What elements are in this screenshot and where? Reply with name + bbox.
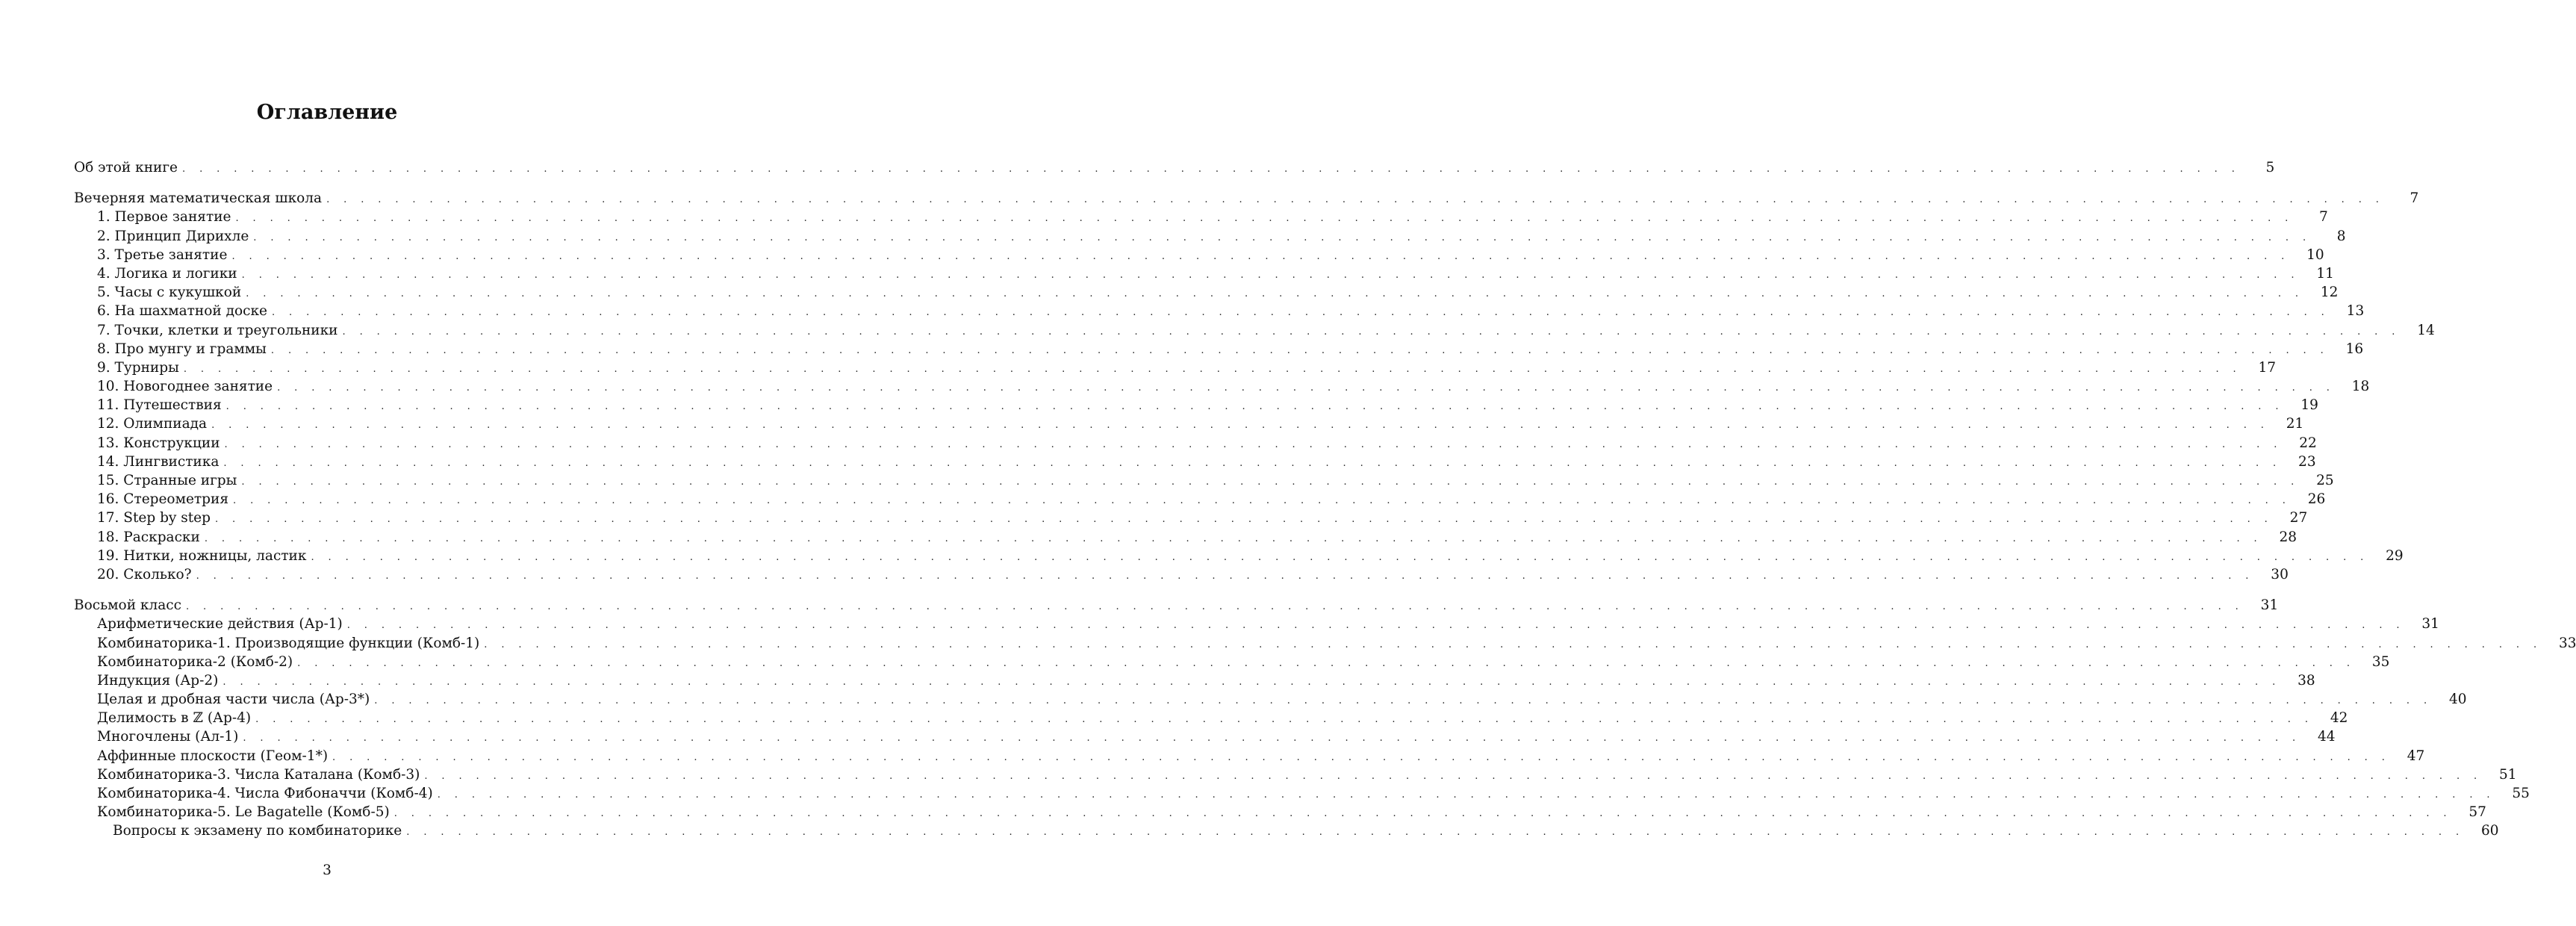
toc-entry[interactable] [74,227,2346,246]
toc-entry-page: 38 [2297,672,2315,689]
toc-entry-title: 14. Лингвистика [97,453,223,471]
dot-leader: . . . . . . . . . . . . . . . . . . . . . . . . . . . . . . . . . . . . . . . . . . . . . . . . . . . . . . . . . . . . . . . . . . . . . . . . . . . . . . . . . . . . . . . . . . . . . . . . . . . . . . . . . . . . . . . . . . . . . . . . [270,344,2330,356]
toc-entry[interactable] [74,490,2326,509]
toc-entry-page: 14 [2417,322,2435,338]
toc-entry[interactable] [74,547,2404,565]
toc-entry-page: 57 [2468,804,2486,821]
toc-entry-title: 17. Step by step [97,509,215,527]
dot-leader: . . . . . . . . . . . . . . . . . . . . . . . . . . . . . . . . . . . . . . . . . . . . . . . . . . . . . . . . . . . . . . . . . . . . . . . . . . . . . . . . . . . . . . . . . . . . . . . . . . . . . . . . . . . . . . . . . . . . . . . . [271,307,2330,319]
dot-leader: . . . . . . . . . . . . . . . . . . . . . . . . . . . . . . . . . . . . . . . . . . . . . . . . . . . . . . . . . . . . . . . . . . . . . . . . . . . . . . . . . . . . . . . . . . . . . . . . . . . . . . . . . . . . . . . . . . . . . . . . [235,213,2294,225]
page-number: 3 [323,863,332,878]
toc-entry[interactable] [74,396,2318,414]
toc-entry-page: 7 [2409,190,2419,207]
dot-leader: . . . . . . . . . . . . . . . . . . . . . . . . . . . . . . . . . . . . . . . . . . . . . . . . . . . . . . . . . . . . . . . . . . . . . . . . . . . . . . . . . . . . . . . . . . . . . . . . . . . . . . . . . . . . . . . . . . . . . . . . [277,382,2336,394]
toc-entry-page: 26 [2307,491,2326,508]
toc-entry[interactable] [74,784,2530,803]
toc-entry-title: Делимость в ℤ (Ар-4) [97,709,255,727]
toc-entry-page: 19 [2300,397,2318,414]
dot-leader: . . . . . . . . . . . . . . . . . . . . . . . . . . . . . . . . . . . . . . . . . . . . . . . . . . . . . . . . . . . . . . . . . . . . . . . . . . . . . . . . . . . . . . . . . . . . . . . . . . . . . . . . . . . . . . . . . . . . . . . . [484,638,2542,650]
dot-leader: . . . . . . . . . . . . . . . . . . . . . . . . . . . . . . . . . . . . . . . . . . . . . . . . . . . . . . . . . . . . . . . . . . . . . . . . . . . . . . . . . . . . . . . . . . . . . . . . . . . . . . . . . . . . . . . . . . . . . . . . [406,827,2465,839]
page-title: Оглавление [256,101,398,124]
toc-entry-page: 10 [2306,246,2324,263]
toc-entry[interactable] [74,283,2339,302]
toc-entry[interactable] [74,377,2370,396]
toc-entry-page: 31 [2421,616,2439,633]
toc-entry[interactable] [74,690,2467,709]
toc-entry-title: 9. Турниры [97,358,184,377]
dot-leader: . . . . . . . . . . . . . . . . . . . . . . . . . . . . . . . . . . . . . . . . . . . . . . . . . . . . . . . . . . . . . . . . . . . . . . . . . . . . . . . . . . . . . . . . . . . . . . . . . . . . . . . . . . . . . . . . . . . . . . . . [231,250,2290,262]
dot-leader: . . . . . . . . . . . . . . . . . . . . . . . . . . . . . . . . . . . . . . . . . . . . . . . . . . . . . . . . . . . . . . . . . . . . . . . . . . . . . . . . . . . . . . . . . . . . . . . . . . . . . . . . . . . . . . . . . . . . . . . . [346,620,2405,632]
dot-leader: . . . . . . . . . . . . . . . . . . . . . . . . . . . . . . . . . . . . . . . . . . . . . . . . . . . . . . . . . . . . . . . . . . . . . . . . . . . . . . . . . . . . . . . . . . . . . . . . . . . . . . . . . . . . . . . . . . . . . . . . [233,495,2292,507]
dot-leader: . . . . . . . . . . . . . . . . . . . . . . . . . . . . . . . . . . . . . . . . . . . . . . . . . . . . . . . . . . . . . . . . . . . . . . . . . . . . . . . . . . . . . . . . . . . . . . . . . . . . . . . . . . . . . . . . . . . . . . . . [225,401,2284,413]
toc-entry-page: 25 [2316,473,2334,488]
toc-entry[interactable] [74,434,2317,453]
toc-entry-page: 40 [2448,692,2467,708]
toc-entry[interactable] [74,528,2297,547]
toc-entry-page: 55 [2512,786,2530,801]
toc-entry-page: 16 [2345,341,2364,357]
toc-section [74,596,2576,840]
dot-leader: . . . . . . . . . . . . . . . . . . . . . . . . . . . . . . . . . . . . . . . . . . . . . . . . . . . . . . . . . . . . . . . . . . . . . . . . . . . . . . . . . . . . . . . . . . . . . . . . . . . . . . . . . . . . . . . . . . . . . . . . [253,232,2312,243]
toc-entry-page: 29 [2386,547,2404,564]
toc-entry[interactable] [74,158,2275,177]
toc-entry-title: Целая и дробная части числа (Ар-3*) [97,690,374,709]
toc-entry[interactable] [74,747,2425,765]
dot-leader: . . . . . . . . . . . . . . . . . . . . . . . . . . . . . . . . . . . . . . . . . . . . . . . . . . . . . . . . . . . . . . . . . . . . . . . . . . . . . . . . . . . . . . . . . . . . . . . . . . . . . . . . . . . . . . . . . . . . . . . . [183,363,2242,375]
toc-entry[interactable] [74,615,2439,633]
toc-entry-page: 17 [2258,359,2277,376]
toc-entry[interactable] [74,709,2348,727]
toc-entry-title: 18. Раскраски [97,528,205,547]
toc-entry-page: 23 [2298,453,2316,470]
toc-section [74,158,2275,177]
toc-entry-title: Комбинаторика-1. Производящие функции (Комб-1) [97,634,484,653]
toc-entry[interactable] [74,321,2435,340]
toc-entry[interactable] [74,765,2517,784]
toc-entry-page: 11 [2316,265,2334,282]
dot-leader: . . . . . . . . . . . . . . . . . . . . . . . . . . . . . . . . . . . . . . . . . . . . . . . . . . . . . . . . . . . . . . . . . . . . . . . . . . . . . . . . . . . . . . . . . . . . . . . . . . . . . . . . . . . . . . . . . . . . . . . . [223,676,2281,688]
toc-entry[interactable] [74,821,2499,840]
table-of-contents [74,158,2576,853]
toc-entry-title: 7. Точки, клетки и треугольники [97,321,343,340]
toc-entry-title: Комбинаторика-4. Числа Фибоначчи (Комб-4) [97,784,438,803]
toc-entry[interactable] [74,414,2304,433]
dot-leader: . . . . . . . . . . . . . . . . . . . . . . . . . . . . . . . . . . . . . . . . . . . . . . . . . . . . . . . . . . . . . . . . . . . . . . . . . . . . . . . . . . . . . . . . . . . . . . . . . . . . . . . . . . . . . . . . . . . . . . . . [326,194,2385,206]
toc-entry[interactable] [74,565,2289,584]
toc-entry-title: 1. Первое занятие [97,208,235,226]
toc-entry[interactable] [74,634,2576,653]
toc-entry-page: 5 [2265,160,2275,175]
toc-entry[interactable] [74,727,2336,746]
toc-entry-title: Вечерняя математическая школа [74,189,326,208]
toc-entry-title: 6. На шахматной доске [97,302,272,320]
toc-entry-title: Восьмой класс [74,596,186,615]
toc-entry-page: 47 [2407,748,2425,764]
toc-entry[interactable] [74,264,2334,283]
toc-entry[interactable] [74,246,2324,264]
toc-entry[interactable] [74,340,2364,358]
toc-entry-page: 12 [2320,285,2339,301]
dot-leader: . . . . . . . . . . . . . . . . . . . . . . . . . . . . . . . . . . . . . . . . . . . . . . . . . . . . . . . . . . . . . . . . . . . . . . . . . . . . . . . . . . . . . . . . . . . . . . . . . . . . . . . . . . . . . . . . . . . . . . . . [243,733,2301,745]
toc-entry[interactable] [74,671,2315,690]
toc-entry-page: 18 [2351,379,2370,395]
toc-entry[interactable] [74,358,2277,377]
dot-leader: . . . . . . . . . . . . . . . . . . . . . . . . . . . . . . . . . . . . . . . . . . . . . . . . . . . . . . . . . . . . . . . . . . . . . . . . . . . . . . . . . . . . . . . . . . . . . . . . . . . . . . . . . . . . . . . . . . . . . . . . [297,657,2356,669]
toc-entry-title: Комбинаторика-5. Le Bagatelle (Комб-5) [97,803,394,821]
toc-entry-title: 19. Нитки, ножницы, ластик [97,547,311,565]
dot-leader: . . . . . . . . . . . . . . . . . . . . . . . . . . . . . . . . . . . . . . . . . . . . . . . . . . . . . . . . . . . . . . . . . . . . . . . . . . . . . . . . . . . . . . . . . . . . . . . . . . . . . . . . . . . . . . . . . . . . . . . . [241,476,2300,488]
toc-entry-title: 15. Странные игры [97,471,241,490]
toc-entry[interactable] [74,453,2316,471]
toc-entry-title: 8. Про мунгу и граммы [97,340,271,358]
toc-entry-page: 7 [2318,209,2328,226]
toc-entry-title: 10. Новогоднее занятие [97,377,277,396]
toc-entry-title: 11. Путешествия [97,396,226,414]
dot-leader: . . . . . . . . . . . . . . . . . . . . . . . . . . . . . . . . . . . . . . . . . . . . . . . . . . . . . . . . . . . . . . . . . . . . . . . . . . . . . . . . . . . . . . . . . . . . . . . . . . . . . . . . . . . . . . . . . . . . . . . . [311,551,2369,563]
toc-entry-title: Аффинные плоскости (Геом-1*) [97,747,332,765]
toc-entry-title: 5. Часы с кукушкой [97,283,246,302]
toc-entry-title: Многочлены (Ал-1) [97,727,243,746]
dot-leader: . . . . . . . . . . . . . . . . . . . . . . . . . . . . . . . . . . . . . . . . . . . . . . . . . . . . . . . . . . . . . . . . . . . . . . . . . . . . . . . . . . . . . . . . . . . . . . . . . . . . . . . . . . . . . . . . . . . . . . . . [246,288,2304,300]
toc-entry-page: 13 [2346,303,2365,320]
toc-entry[interactable] [74,509,2308,527]
dot-leader: . . . . . . . . . . . . . . . . . . . . . . . . . . . . . . . . . . . . . . . . . . . . . . . . . . . . . . . . . . . . . . . . . . . . . . . . . . . . . . . . . . . . . . . . . . . . . . . . . . . . . . . . . . . . . . . . . . . . . . . . [342,326,2401,338]
toc-entry-page: 33 [2558,635,2576,651]
dot-leader: . . . . . . . . . . . . . . . . . . . . . . . . . . . . . . . . . . . . . . . . . . . . . . . . . . . . . . . . . . . . . . . . . . . . . . . . . . . . . . . . . . . . . . . . . . . . . . . . . . . . . . . . . . . . . . . . . . . . . . . . [211,420,2270,432]
dot-leader: . . . . . . . . . . . . . . . . . . . . . . . . . . . . . . . . . . . . . . . . . . . . . . . . . . . . . . . . . . . . . . . . . . . . . . . . . . . . . . . . . . . . . . . . . . . . . . . . . . . . . . . . . . . . . . . . . . . . . . . . [204,532,2263,544]
toc-entry[interactable] [74,302,2365,320]
toc-entry[interactable] [74,596,2279,615]
dot-leader: . . . . . . . . . . . . . . . . . . . . . . . . . . . . . . . . . . . . . . . . . . . . . . . . . . . . . . . . . . . . . . . . . . . . . . . . . . . . . . . . . . . . . . . . . . . . . . . . . . . . . . . . . . . . . . . . . . . . . . . . [241,269,2300,281]
toc-entry-title: 20. Сколько? [97,565,196,584]
dot-leader: . . . . . . . . . . . . . . . . . . . . . . . . . . . . . . . . . . . . . . . . . . . . . . . . . . . . . . . . . . . . . . . . . . . . . . . . . . . . . . . . . . . . . . . . . . . . . . . . . . . . . . . . . . . . . . . . . . . . . . . . [185,601,2244,613]
toc-entry-title: Индукция (Ар-2) [97,671,223,690]
toc-entry-title: Арифметические действия (Ар-1) [97,615,347,633]
toc-entry-page: 27 [2289,510,2308,526]
toc-entry-page: 28 [2279,529,2297,545]
toc-entry-title: 13. Конструкции [97,434,225,453]
toc-entry-page: 42 [2330,710,2348,727]
toc-entry-title: 2. Принцип Дирихле [97,227,253,246]
dot-leader: . . . . . . . . . . . . . . . . . . . . . . . . . . . . . . . . . . . . . . . . . . . . . . . . . . . . . . . . . . . . . . . . . . . . . . . . . . . . . . . . . . . . . . . . . . . . . . . . . . . . . . . . . . . . . . . . . . . . . . . . [393,808,2452,820]
toc-entry-page: 35 [2371,653,2390,670]
toc-entry[interactable] [74,189,2419,208]
toc-entry-page: 22 [2299,435,2317,451]
dot-leader: . . . . . . . . . . . . . . . . . . . . . . . . . . . . . . . . . . . . . . . . . . . . . . . . . . . . . . . . . . . . . . . . . . . . . . . . . . . . . . . . . . . . . . . . . . . . . . . . . . . . . . . . . . . . . . . . . . . . . . . . [255,714,2314,726]
toc-entry-title: 12. Олимпиада [97,414,211,433]
toc-entry[interactable] [74,803,2486,821]
dot-leader: . . . . . . . . . . . . . . . . . . . . . . . . . . . . . . . . . . . . . . . . . . . . . . . . . . . . . . . . . . . . . . . . . . . . . . . . . . . . . . . . . . . . . . . . . . . . . . . . . . . . . . . . . . . . . . . . . . . . . . . . [182,164,2241,175]
toc-entry-title: 4. Логика и логики [97,264,242,283]
dot-leader: . . . . . . . . . . . . . . . . . . . . . . . . . . . . . . . . . . . . . . . . . . . . . . . . . . . . . . . . . . . . . . . . . . . . . . . . . . . . . . . . . . . . . . . . . . . . . . . . . . . . . . . . . . . . . . . . . . . . . . . . [196,570,2254,582]
dot-leader: . . . . . . . . . . . . . . . . . . . . . . . . . . . . . . . . . . . . . . . . . . . . . . . . . . . . . . . . . . . . . . . . . . . . . . . . . . . . . . . . . . . . . . . . . . . . . . . . . . . . . . . . . . . . . . . . . . . . . . . . [332,751,2391,763]
dot-leader: . . . . . . . . . . . . . . . . . . . . . . . . . . . . . . . . . . . . . . . . . . . . . . . . . . . . . . . . . . . . . . . . . . . . . . . . . . . . . . . . . . . . . . . . . . . . . . . . . . . . . . . . . . . . . . . . . . . . . . . . [437,789,2495,801]
toc-entry-title: Об этой книге [74,158,182,177]
dot-leader: . . . . . . . . . . . . . . . . . . . . . . . . . . . . . . . . . . . . . . . . . . . . . . . . . . . . . . . . . . . . . . . . . . . . . . . . . . . . . . . . . . . . . . . . . . . . . . . . . . . . . . . . . . . . . . . . . . . . . . . . [223,457,2282,469]
toc-entry[interactable] [74,208,2328,226]
toc-entry-title: Комбинаторика-3. Числа Каталана (Комб-3) [97,765,424,784]
toc-entry-title: 16. Стереометрия [97,490,233,509]
dot-leader: . . . . . . . . . . . . . . . . . . . . . . . . . . . . . . . . . . . . . . . . . . . . . . . . . . . . . . . . . . . . . . . . . . . . . . . . . . . . . . . . . . . . . . . . . . . . . . . . . . . . . . . . . . . . . . . . . . . . . . . . [224,438,2283,450]
dot-leader: . . . . . . . . . . . . . . . . . . . . . . . . . . . . . . . . . . . . . . . . . . . . . . . . . . . . . . . . . . . . . . . . . . . . . . . . . . . . . . . . . . . . . . . . . . . . . . . . . . . . . . . . . . . . . . . . . . . . . . . . [214,514,2274,526]
toc-entry-title: Вопросы к экзамену по комбинаторике [113,821,406,840]
toc-entry-title: Комбинаторика-2 (Комб-2) [97,653,297,671]
toc-section [74,189,2435,584]
toc-entry-title: 3. Третье занятие [97,246,231,264]
dot-leader: . . . . . . . . . . . . . . . . . . . . . . . . . . . . . . . . . . . . . . . . . . . . . . . . . . . . . . . . . . . . . . . . . . . . . . . . . . . . . . . . . . . . . . . . . . . . . . . . . . . . . . . . . . . . . . . . . . . . . . . . [374,695,2433,707]
toc-entry-page: 8 [2336,228,2346,244]
toc-entry-page: 30 [2271,566,2289,582]
toc-entry-page: 21 [2286,416,2304,432]
toc-entry[interactable] [74,653,2390,671]
toc-entry[interactable] [74,471,2334,490]
toc-entry-page: 31 [2260,597,2279,614]
dot-leader: . . . . . . . . . . . . . . . . . . . . . . . . . . . . . . . . . . . . . . . . . . . . . . . . . . . . . . . . . . . . . . . . . . . . . . . . . . . . . . . . . . . . . . . . . . . . . . . . . . . . . . . . . . . . . . . . . . . . . . . . [424,770,2483,782]
toc-entry-page: 60 [2480,823,2499,839]
toc-entry-page: 44 [2318,729,2336,745]
toc-entry-page: 51 [2499,766,2517,783]
